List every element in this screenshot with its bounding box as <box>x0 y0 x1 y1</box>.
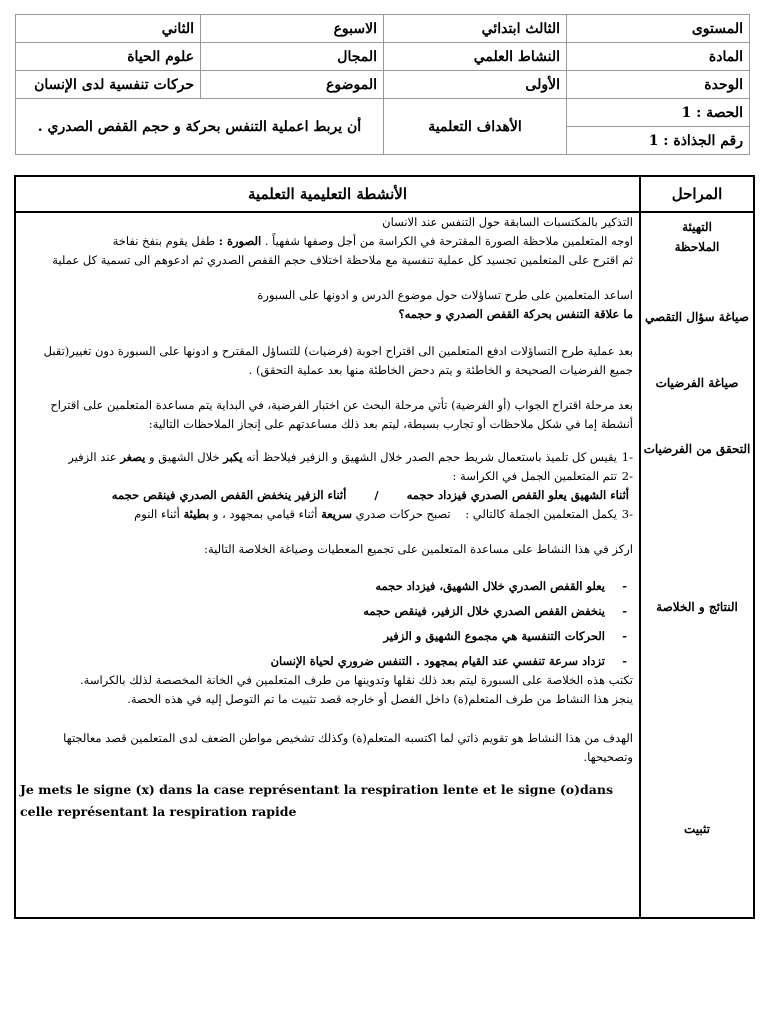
activity-questions: اساعد المتعلمين على طرح تساؤلات حول موضوع الدرس و ادونها على السبورة <box>257 288 633 302</box>
stage-consolidation: تثبيت <box>684 822 710 836</box>
observation-item-2-sentences: أثناء الشهيق يعلو القفص الصدري فيزداد حجمه / أثناء الزفير ينخفض القفص الصدري فينقص حجمه <box>111 488 629 502</box>
observation-item-2: -2 تتم المتعلمين الجمل في الكراسة : <box>452 469 633 483</box>
activities-table <box>14 175 755 919</box>
value-week: الثاني <box>16 15 201 43</box>
stage-verification: التحقق من الفرضيات <box>643 442 751 456</box>
label-level: المستوى <box>567 15 750 43</box>
card-number: رقم الجذاذة : 1 <box>567 127 750 155</box>
session-number: الحصة : 1 <box>567 99 750 127</box>
activity-observe: اوجه المتعلمين ملاحظة الصورة المقترحة في الكراسة من أجل وصفها شفهياً . الصورة : طفل يقوم بنفخ نفاخة <box>112 234 633 248</box>
value-unit: الأولى <box>384 71 567 99</box>
inquiry-question: ما علاقة التنفس بحركة القفص الصدري و حجمه؟ <box>398 307 633 321</box>
objectives-label: الأهداف التعلمية <box>384 99 567 155</box>
stages-header: المراحل <box>641 177 753 213</box>
stage-question: صياغة سؤال التقصي <box>645 310 749 324</box>
stages-column <box>639 177 753 917</box>
label-subject: المادة <box>567 43 750 71</box>
stage-observation: الملاحظة <box>674 240 720 254</box>
activities-header: الأنشطة التعليمية التعلمية <box>16 177 639 213</box>
activity-recall: التذكير بالمكتسبات السابقة حول التنفس عند الانسان <box>382 215 633 229</box>
conclusion-item-2: - ينخفض القفص الصدري خلال الزفير، فينقص حجمه <box>20 602 633 621</box>
activity-consolidation: ينجز هذا النشاط من طرف المتعلم(ة) داخل الفصل أو خارجه قصد تثبيت ما تم التوصل إليه في هذه الحصة. <box>127 692 633 706</box>
activities-column <box>16 177 639 917</box>
stage-warmup: التهيئة <box>682 220 712 234</box>
conclusion-item-1: - يعلو القفص الصدري خلال الشهيق، فيزداد حجمه <box>20 577 633 596</box>
value-subject: النشاط العلمي <box>384 43 567 71</box>
value-field: علوم الحياة <box>16 43 201 71</box>
value-level: الثالث ابتدائي <box>384 15 567 43</box>
header-table <box>15 14 750 155</box>
label-topic: الموضوع <box>201 71 384 99</box>
conclusion-item-3: - الحركات التنفسية هي مجموع الشهيق و الزفير <box>20 627 633 646</box>
label-unit: الوحدة <box>567 71 750 99</box>
french-instruction: Je mets le signe (x) dans la case représentant la respiration lente et le signe (o)dans celle représentant la respiration rapide <box>20 782 614 819</box>
value-topic: حركات تنفسية لدى الإنسان <box>16 71 201 99</box>
label-field: المجال <box>201 43 384 71</box>
label-week: الاسبوع <box>201 15 384 43</box>
activity-embody: ثم اقترح على المتعلمين تجسيد كل عملية تنفسية مع ملاحظة اختلاف حجم القفص الصدري ثم ادعوهم الى تسمية كل عملية <box>52 253 633 267</box>
observation-item-1: -1 يقيس كل تلميذ باستعمال شريط حجم الصدر خلال الشهيق و الزفير فيلاحظ أنه يكبر خلال الشهيق و يصغر عند الزفير <box>68 450 633 464</box>
activity-verification: بعد مرحلة اقتراح الجواب (أو الفرضية) تأتي مرحلة البحث عن اختبار الفرضية، في البداية يتم مساعدة المتعلمين على اقتراح أنشطة إما في شكل ملاحظات أو تجارب بسيطة، ليتم بعد ذلك مساعدتهم على إنجاز الملاحظات التالية: <box>50 398 633 431</box>
activity-hypotheses: بعد عملية طرح التساؤلات ادفع المتعلمين الى اقتراح اجوبة (فرضيات) للتساؤل المقترح و ادونها على السبورة دون تغيير(تقبل جميع الفرضيات الصحيحة و الخاطئة و يتم دحض الخاطئة منها بعد عملية التحقق) . <box>43 344 633 377</box>
observation-item-3: -3 يكمل المتعلمين الجملة كالتالي : تصبح حركات صدري سريعة أثناء قيامي بمجهود ، و بطيئة أثناء النوم <box>134 507 633 521</box>
stage-hypotheses: صياغة الفرضيات <box>655 376 739 390</box>
activity-self-assessment: الهدف من هذا النشاط هو تقويم ذاتي لما اكتسبه المتعلم(ة) وكذلك تشخيص مواطن الضعف لدى المتعلمين قصد معالجتها وتصحيحها. <box>63 731 633 764</box>
stage-results: النتائج و الخلاصة <box>656 600 738 614</box>
objective-text: أن يربط اعملية التنفس بحركة و حجم القفص الصدري . <box>16 99 384 155</box>
activity-copy: تكتب هذه الخلاصة على السبورة ليتم بعد ذلك نقلها وتدوينها من طرف المتعلمين في الخانة المخصصة لذلك بالكراسة. <box>80 673 633 687</box>
activity-conclusion: اركز في هذا النشاط على مساعدة المتعلمين على تجميع المعطيات وصياغة الخلاصة التالية: <box>204 542 633 556</box>
conclusion-item-4: - تزداد سرعة تنفسي عند القيام بمجهود . التنفس ضروري لحياة الإنسان <box>20 652 633 671</box>
activities-body <box>16 213 639 823</box>
